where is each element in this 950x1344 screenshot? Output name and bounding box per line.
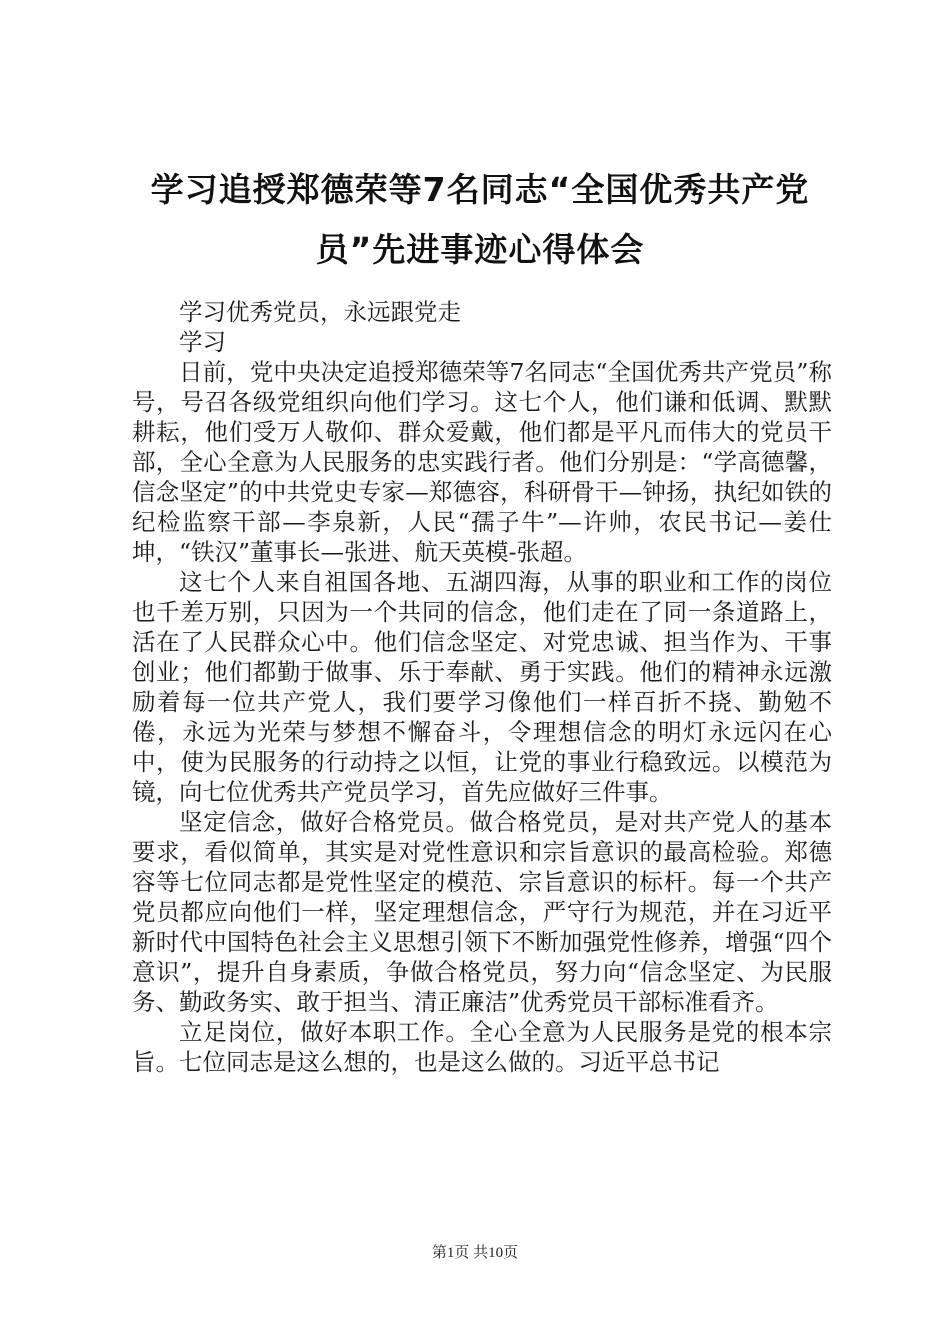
document-title bbox=[120, 160, 840, 280]
title-line-2: 员”先进事迹心得体会 bbox=[315, 230, 645, 269]
paragraph: 这七个人来自祖国各地、五湖四海，从事的职业和工作的岗位也千差万别，只因为一个共同的信念，他们走在了同一条道路上，活在了人民群众心中。他们信念坚定、对党忠诚、担当作为、干事创业；他们都勤于做事、乐于奉献、勇于实践。他们的精神永远激励着每一位共产党人，我们要学习像他们一样百折不挠、勤勉不倦，永远为光荣与梦想不懈奋斗，令理想信念的明灯永远闪在心中，使为民服务的行动持之以恒，让党的事业行稳致远。以模范为镜，向七位优秀共产党员学习，首先应做好三件事。 bbox=[132, 568, 832, 806]
paragraph: 立足岗位，做好本职工作。全心全意为人民服务是党的根本宗旨。七位同志是这么想的，也是这么做的。习近平总书记 bbox=[132, 1018, 832, 1076]
paragraph: 日前，党中央决定追授郑德荣等7名同志“全国优秀共产党员”称号，号召各级党组织向他们学习。这七个人，他们谦和低调、默默耕耘，他们受万人敬仰、群众爱戴，他们都是平凡而伟大的党员干部，全心全意为人民服务的忠实践行者。他们分别是：“学高德馨，信念坚定”的中共党史专家—郑德容，科研骨干—钟扬，执纪如铁的纪检监察干部—李泉新，人民“孺子牛”—许帅，农民书记—姜仕坤，“铁汉”董事长—张进、航天英模-张超。 bbox=[132, 358, 832, 566]
subtitle: 学习优秀党员，永远跟党走 bbox=[179, 298, 461, 326]
document-body bbox=[132, 297, 832, 1077]
title-line-1: 学习追授郑德荣等7名同志“全国优秀共产党 bbox=[150, 170, 810, 209]
paragraph: 坚定信念，做好合格党员。做合格党员，是对共产党人的基本要求，看似简单，其实是对党性意识和宗旨意识的最高检验。郑德容等七位同志都是党性坚定的模范、宗旨意识的标杆。每一个共产党员都应向他们一样，坚定理想信念，严守行为规范，并在习近平新时代中国特色社会主义思想引领下不断加强党性修养，增强“四个意识”，提升自身素质，争做合格党员，努力向“信念坚定、为民服务、勤政务实、敢于担当、清正廉洁”优秀党员干部标准看齐。 bbox=[132, 808, 832, 1016]
section-label: 学习 bbox=[179, 328, 226, 356]
page-footer: 第1页 共10页 bbox=[431, 1245, 519, 1261]
